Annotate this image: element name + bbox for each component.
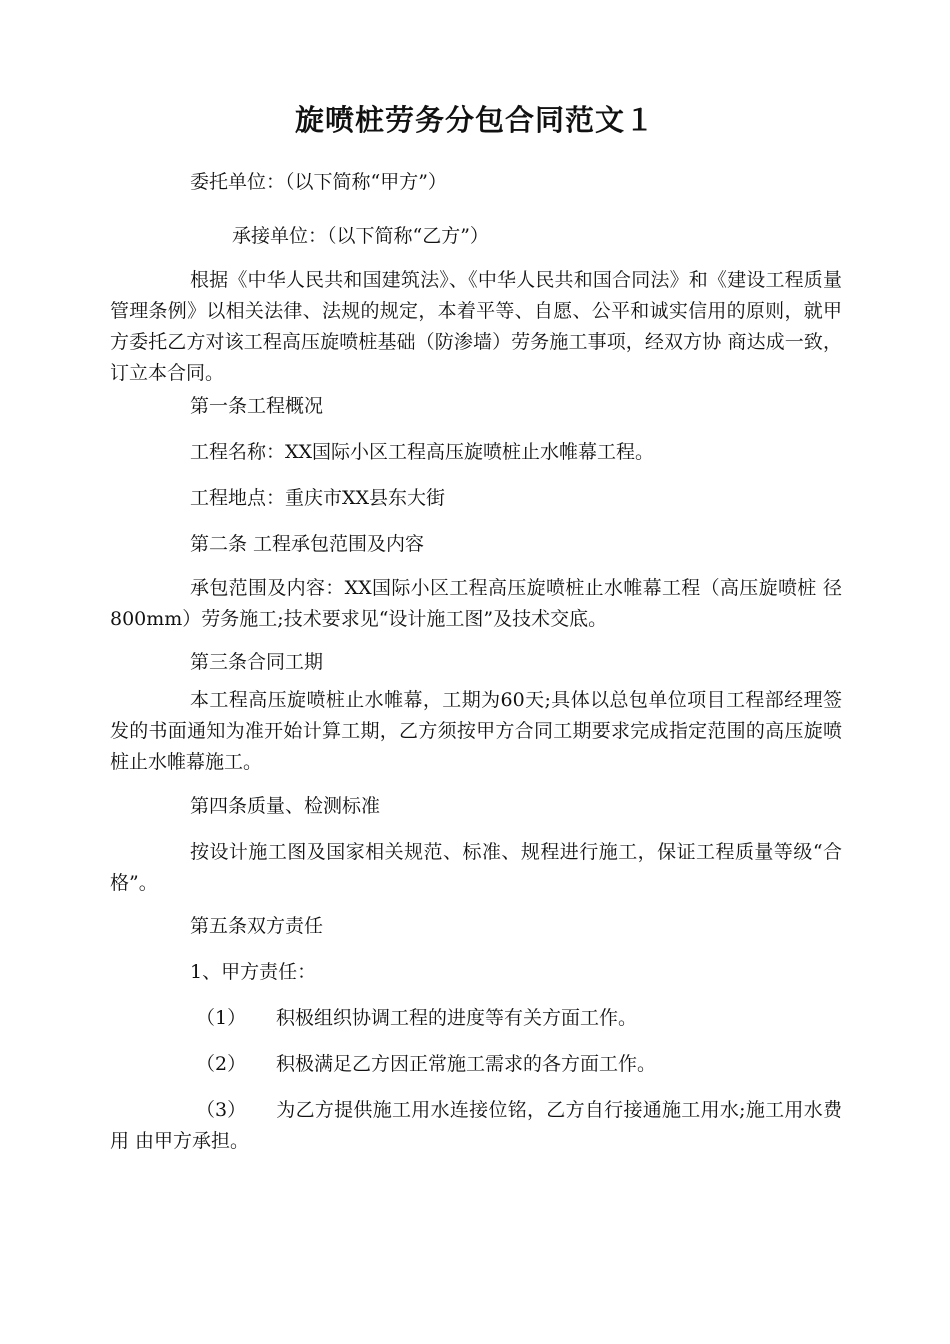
intro-paragraph: 根据《中华人民共和国建筑法》、《中华人民共和国合同法》和《建设工程质量管理条例》以相关法律、法规的规定，本着平等、自愿、公平和诚实信用的原则，就甲方委托乙方对该工程高压旋喷桩基础（防渗墙）劳务施工事项，经双方协 商达成一致，订立本合同。 [110, 269, 842, 384]
list-item-number: （2） [196, 1053, 247, 1075]
article-2-heading: 第二条 工程承包范围及内容 [190, 533, 425, 555]
list-item [110, 1049, 842, 1080]
article-3-heading: 第三条合同工期 [190, 651, 324, 673]
list-item-number: （1） [196, 1007, 247, 1029]
article-4-body: 按设计施工图及国家相关规范、标准、规程进行施工，保证工程质量等级“合格”。 [110, 841, 842, 894]
article-2-body: 承包范围及内容：XX国际小区工程高压旋喷桩止水帷幕工程（高压旋喷桩 径800mm）劳务施工;技术要求见“设计施工图”及技术交底。 [110, 577, 842, 630]
article-3-body: 本工程高压旋喷桩止水帷幕，工期为60天;具体以总包单位项目工程部经理签发的书面通知为准开始计算工期，乙方须按甲方合同工期要求完成指定范围的高压旋喷桩止水帷幕施工。 [110, 689, 842, 773]
document-title: 旋喷桩劳务分包合同范文１ [294, 103, 655, 137]
client-line: 委托单位：（以下简称“甲方”） [190, 171, 447, 193]
article-1-heading: 第一条工程概况 [190, 395, 324, 417]
list-item [110, 1095, 842, 1157]
list-item-text: 积极组织协调工程的进度等有关方面工作。 [276, 1007, 638, 1029]
party-a-heading: 1、甲方责任： [190, 961, 317, 983]
list-item-text: 积极满足乙方因正常施工需求的各方面工作。 [276, 1053, 657, 1075]
list-item [110, 1003, 842, 1034]
article-5-heading: 第五条双方责任 [190, 915, 324, 937]
list-item-number: （3） [196, 1099, 247, 1121]
contractor-line: 承接单位：（以下简称“乙方”） [232, 225, 489, 247]
project-location: 工程地点：重庆市XX县东大街 [190, 487, 446, 509]
article-4-heading: 第四条质量、检测标准 [190, 795, 381, 817]
project-name: 工程名称：XX国际小区工程高压旋喷桩止水帷幕工程。 [190, 441, 655, 463]
list-item-text: 为乙方提供施工用水连接位铭，乙方自行接通施工用水;施工用水费用 由甲方承担。 [110, 1099, 842, 1152]
